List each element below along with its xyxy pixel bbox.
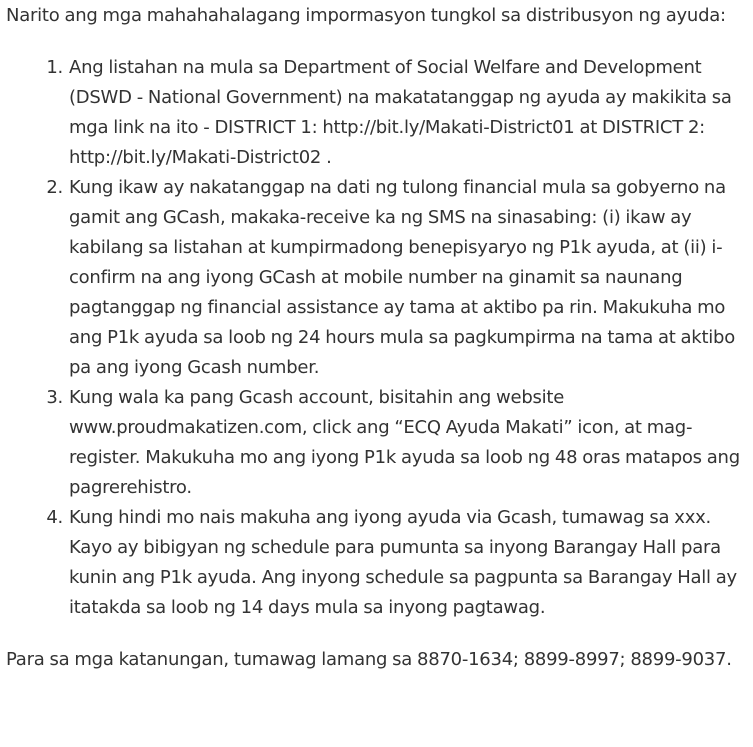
document-page xyxy=(0,1,753,747)
steps-list xyxy=(6,53,747,623)
list-item-4: 4. Kung hindi mo nais makuha ang iyong ayuda via Gcash, tumawag sa xxx. Kayo ay bibigyan ng schedule para pumunta sa inyong Barangay Hall para kunin ang P1k ayuda. Ang inyong schedule sa pagpunta sa Barangay Hall ay itatakda sa loob ng 14 days mula sa inyong pagtawag. xyxy=(68,503,747,623)
list-item-1: 1. Ang listahan na mula sa Department of Social Welfare and Development (DSWD - National Government) na makatatanggap ng ayuda ay makikita sa mga link na ito - DISTRICT 1: http://bit.ly/Makati-District01 at DISTRICT 2: http://bit.ly/Makati-District02 . xyxy=(68,53,747,173)
list-item-2: 2. Kung ikaw ay nakatanggap na dati ng tulong financial mula sa gobyerno na gamit ang GCash, makaka-receive ka ng SMS na sinasabing: (i) ikaw ay kabilang sa listahan at kumpirmadong benepisyaryo ng P1k ayuda, at (ii) i-confirm na ang iyong GCash at mobile number na ginamit sa naunang pagtanggap ng financial assistance ay tama at aktibo pa rin. Makukuha mo ang P1k ayuda sa loob ng 24 hours mula sa pagkumpirma na tama at aktibo pa ang iyong Gcash number. xyxy=(68,173,747,383)
contact-paragraph: Para sa mga katanungan, tumawag lamang sa 8870-1634; 8899-8997; 8899-9037. xyxy=(6,649,732,670)
intro-paragraph: Narito ang mga mahahahalagang impormasyon tungkol sa distribusyon ng ayuda: xyxy=(6,5,726,26)
list-item-3: 3. Kung wala ka pang Gcash account, bisitahin ang website www.proudmakatizen.com, click ang “ECQ Ayuda Makati” icon, at mag-register. Makukuha mo ang iyong P1k ayuda sa loob ng 48 oras matapos ang pagrerehistro. xyxy=(68,383,747,503)
